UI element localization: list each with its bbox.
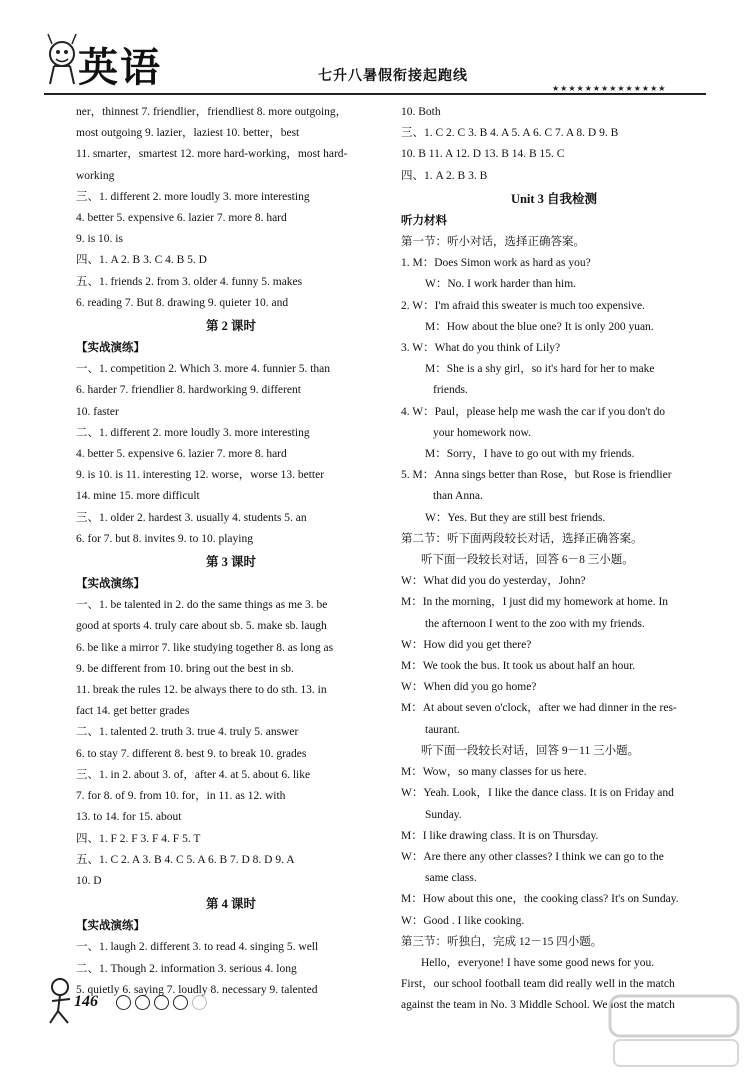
text-line: 四、1. A 2. B 3. B [401,169,488,182]
text-line: W：How did you get there? [401,638,532,651]
page-decoration-circles [116,995,211,1015]
section-title: 第 3 课时 [205,555,256,570]
text-line: 4. better 5. expensive 6. lazier 7. more 8. hard [76,212,287,225]
page-number: 146 [74,993,98,1010]
text-line: 10. faster [76,405,119,418]
text-line: 6. be like a mirror 7. like studying together 8. as long as [76,641,334,654]
text-line: 第一节：听小对话，选择正确答案。 [401,236,585,249]
text-line: M：How about the blue one? It is only 200 yuan. [425,320,654,333]
text-line: 一、1. laugh 2. different 3. to read 4. singing 5. well [76,941,319,954]
logo-text: 英语 [78,44,162,91]
text-line: same class. [425,872,477,885]
text-line: 4. better 5. expensive 6. lazier 7. more 8. hard [76,448,287,461]
text-line: ner，thinnest 7. friendlier，friendliest 8. more outgoing， [76,106,348,118]
text-line: 二、1. different 2. more loudly 3. more interesting [76,426,310,439]
text-line: 10. B 11. A 12. D 13. B 14. B 15. C [401,148,565,161]
text-line: M：At about seven o'clock，after we had dinner in the res- [401,702,677,715]
page-footer [44,975,244,1035]
text-line: good at sports 4. truly care about sb. 5. make sb. laugh [76,620,327,633]
circle-icon [135,995,150,1010]
text-line: 三、1. different 2. more loudly 3. more interesting [76,190,310,203]
text-line: 1. M：Does Simon work as hard as you? [401,257,591,270]
text-line: M：In the morning，I just did my homework at home. In [401,596,669,609]
text-line: 听下面一段较长对话，回答 9－11 三小题。 [421,744,640,757]
text-line: most outgoing 9. lazier，laziest 10. better，best [76,127,300,140]
text-line: against the team in No. 3 Middle School. We lost the match [401,999,675,1012]
text-line: working [76,169,115,182]
text-line: 6. to stay 7. different 8. best 9. to break 10. grades [76,747,307,760]
right-column [401,102,707,1017]
text-line: your homework now. [433,426,531,439]
book-title: 七升八暑假衔接起跑线 [318,69,468,84]
text-line: M：Wow，so many classes for us here. [401,766,587,779]
text-line: 9. is 10. is [76,233,123,246]
text-line: 11. smarter，smartest 12. more hard-working，most hard- [76,148,348,161]
text-line: W：What did you do yesterday，John? [401,575,586,588]
text-line: 6. harder 7. friendlier 8. hardworking 9. different [76,384,301,397]
circle-icon [173,995,188,1010]
text-line: 10. Both [401,106,441,118]
text-line: W：Yeah. Look，I like the dance class. It is on Friday and [401,787,674,800]
text-line: M：We took the bus. It took us about half an hour. [401,660,636,673]
text-line: 四、1. F 2. F 3. F 4. F 5. T [76,832,201,845]
text-line: 第二节：听下面两段较长对话，选择正确答案。 [401,532,643,545]
text-line: 6. reading 7. But 8. drawing 9. quieter 10. and [76,296,289,309]
text-line: than Anna. [433,490,483,503]
text-line: 4. W：Paul，please help me wash the car if you don't do [401,405,666,418]
text-line: 2. W：I'm afraid this sweater is much too expensive. [401,299,645,312]
text-line: 第三节：听独白，完成 12－15 四小题。 [401,935,603,948]
text-line: W：No. I work harder than him. [425,278,577,291]
text-line: Sunday. [425,808,462,821]
text-line: 二、1. Though 2. information 3. serious 4. long [76,962,297,975]
text-line: W：Yes. But they are still best friends. [425,511,606,524]
text-line: 14. mine 15. more difficult [76,490,200,503]
page-header [0,0,750,100]
text-line: 5. M：Anna sings better than Rose，but Rose is friendlier [401,469,672,482]
mascot-icon [42,32,82,92]
section-title: 第 4 课时 [205,897,256,912]
text-line: 13. to 14. for 15. about [76,811,182,824]
text-line: 三、1. in 2. about 3. of，after 4. at 5. about 6. like [76,768,311,781]
circle-icon [154,995,169,1010]
watermark-logo [600,988,750,1073]
section-tag: 【实战演练】 [76,342,145,355]
text-line: W：Good . I like cooking. [401,914,525,927]
decorative-stars: ★★★★★★★★★★★★★★ [552,84,667,93]
text-line: 6. for 7. but 8. invites 9. to 10. playing [76,532,253,545]
circle-icon [192,995,207,1010]
section-title: 第 2 课时 [205,319,256,334]
text-line: 一、1. be talented in 2. do the same things as me 3. be [76,599,328,612]
section-tag: 听力材料 [401,214,447,227]
text-line: M：How about this one，the cooking class? It's on Sunday. [401,893,679,906]
text-line: 5. quietly 6. saying 7. loudly 8. necessary 9. talented [76,983,318,996]
text-line: W：Are there any other classes? I think we can go to the [401,850,664,863]
text-line: M：She is a shy girl，so it's hard for her to make [425,363,655,376]
text-line: 9. is 10. is 11. interesting 12. worse，worse 13. better [76,469,325,482]
text-line: 3. W：What do you think of Lily? [401,342,561,355]
text-line: 五、1. C 2. A 3. B 4. C 5. A 6. B 7. D 8. D 9. A [76,853,295,866]
text-line: 9. be different from 10. bring out the best in sb. [76,662,294,675]
text-line: taurant. [425,723,460,736]
text-line: 四、1. A 2. B 3. C 4. B 5. D [76,254,207,267]
section-title: Unit 3 自我检测 [510,191,598,206]
text-line: 7. for 8. of 9. from 10. for，in 11. as 12. with [76,790,286,803]
text-line: 10. D [76,874,102,887]
text-line: fact 14. get better grades [76,705,190,718]
text-line: 三、1. older 2. hardest 3. usually 4. students 5. an [76,511,307,524]
text-line: 11. break the rules 12. be always there to do sth. 13. in [76,684,327,697]
text-line: 一、1. competition 2. Which 3. more 4. funnier 5. than [76,363,331,376]
section-tag: 【实战演练】 [76,920,145,933]
text-line: W：When did you go home? [401,681,537,694]
text-line: M：Sorry，I have to go out with my friends. [425,448,635,461]
runner-mascot-icon [44,975,78,1025]
text-line: friends. [433,384,468,397]
text-line: Hello，everyone! I have some good news for you. [421,956,655,969]
book-logo [42,28,162,98]
text-line: 五、1. friends 2. from 3. older 4. funny 5. makes [76,275,303,288]
text-line: M：I like drawing class. It is on Thursday. [401,829,599,842]
text-line: 二、1. talented 2. truth 3. true 4. truly 5. answer [76,726,299,739]
text-line: First，our school football team did really well in the match [401,978,675,991]
section-tag: 【实战演练】 [76,578,145,591]
text-line: the afternoon I went to the zoo with my friends. [425,617,645,630]
circle-icon [116,995,131,1010]
header-divider [44,93,706,95]
text-line: 听下面一段较长对话，回答 6－8 三小题。 [421,554,634,567]
text-line: 三、1. C 2. C 3. B 4. A 5. A 6. C 7. A 8. D 9. B [401,127,619,140]
left-column [76,102,386,1001]
